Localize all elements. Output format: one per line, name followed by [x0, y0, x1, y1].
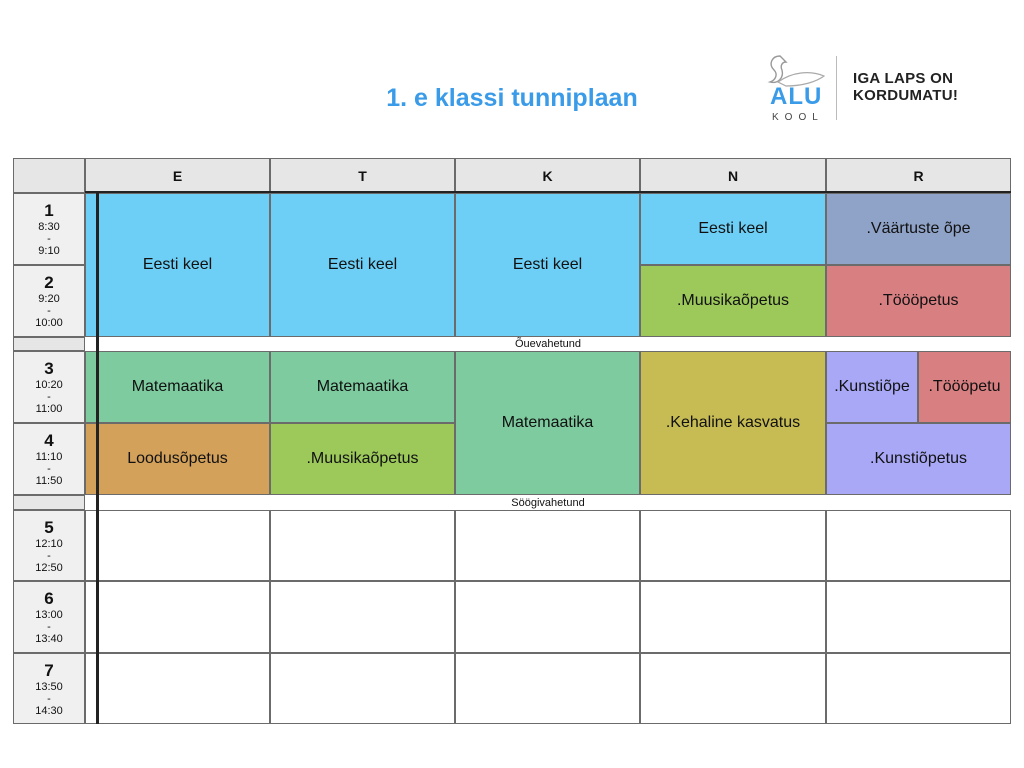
logo-divider [836, 56, 837, 120]
period-sep: - [47, 233, 51, 245]
lesson-r-3b[interactable]: .Töööpetu [918, 351, 1011, 423]
lesson-e-1-2[interactable]: Eesti keel [85, 193, 270, 337]
empty-n-6[interactable] [640, 581, 826, 653]
period-sep: - [47, 549, 51, 562]
lesson-e-3[interactable]: Matemaatika [85, 351, 270, 423]
period-number: 1 [44, 201, 54, 220]
day-header-r: R [826, 158, 1011, 193]
period-end: 14:30 [35, 704, 63, 717]
period-1 [13, 193, 85, 265]
tagline-line-2: KORDUMATU! [853, 87, 959, 104]
header-rule [85, 191, 1011, 193]
empty-t-6[interactable] [270, 581, 455, 653]
lesson-r-3a[interactable]: .Kunstiõpe [826, 351, 918, 423]
empty-k-5[interactable] [455, 510, 640, 581]
lesson-r-4[interactable]: .Kunstiõpetus [826, 423, 1011, 495]
period-number: 2 [44, 273, 54, 292]
period-number: 4 [44, 431, 54, 450]
period-start: 12:10 [35, 537, 63, 550]
empty-n-7[interactable] [640, 653, 826, 724]
period-start: 13:00 [35, 609, 63, 621]
period-4 [13, 423, 85, 495]
lesson-r-2[interactable]: .Töööpetus [826, 265, 1011, 337]
period-end: 13:40 [35, 633, 63, 645]
period-number: 3 [44, 359, 54, 378]
empty-e-5[interactable] [85, 510, 270, 581]
period-6 [13, 581, 85, 653]
period-sep: - [47, 692, 51, 705]
period-end: 10:00 [35, 317, 63, 329]
lesson-n-3-4[interactable]: .Kehaline kasvatus [640, 351, 826, 495]
period-5 [13, 510, 85, 581]
lesson-t-1-2[interactable]: Eesti keel [270, 193, 455, 337]
empty-n-5[interactable] [640, 510, 826, 581]
lesson-e-4[interactable]: Loodusõpetus [85, 423, 270, 495]
empty-t-5[interactable] [270, 510, 455, 581]
lesson-r-1[interactable]: .Väärtuste õpe [826, 193, 1011, 265]
day-header-e: E [85, 158, 270, 193]
break-outdoor: Õuevahetund [85, 337, 1011, 351]
period-sep: - [47, 463, 51, 475]
empty-r-5[interactable] [826, 510, 1011, 581]
lesson-k-3-4[interactable]: Matemaatika [455, 351, 640, 495]
empty-r-7[interactable] [826, 653, 1011, 724]
period-number: 7 [44, 660, 54, 680]
svg-text:KOOL: KOOL [772, 112, 824, 123]
timetable [13, 158, 1011, 724]
corner-cell [13, 158, 85, 193]
period-end: 11:00 [35, 403, 63, 415]
lesson-t-3[interactable]: Matemaatika [270, 351, 455, 423]
period-end: 9:10 [38, 245, 60, 257]
break-lunch: Söögivahetund [85, 495, 1011, 510]
lesson-t-4[interactable]: .Muusikaõpetus [270, 423, 455, 495]
period-start: 10:20 [35, 379, 63, 391]
period-end: 11:50 [35, 475, 63, 487]
lesson-k-1-2[interactable]: Eesti keel [455, 193, 640, 337]
period-7 [13, 653, 85, 724]
lesson-n-1[interactable]: Eesti keel [640, 193, 826, 265]
period-column-rule [96, 192, 99, 724]
period-start: 9:20 [38, 293, 60, 305]
period-2 [13, 265, 85, 337]
lesson-n-2[interactable]: .Muusikaõpetus [640, 265, 826, 337]
break-side-2 [13, 495, 85, 510]
period-number: 6 [44, 589, 54, 608]
empty-e-7[interactable] [85, 653, 270, 724]
alu-kool-logo [758, 52, 848, 124]
period-sep: - [47, 305, 51, 317]
period-start: 11:10 [35, 451, 63, 463]
period-end: 12:50 [35, 561, 63, 574]
svg-text:ALU: ALU [770, 83, 823, 110]
period-sep: - [47, 391, 51, 403]
break-side-1 [13, 337, 85, 351]
empty-k-7[interactable] [455, 653, 640, 724]
day-header-t: T [270, 158, 455, 193]
empty-t-7[interactable] [270, 653, 455, 724]
period-start: 13:50 [35, 680, 63, 693]
empty-r-6[interactable] [826, 581, 1011, 653]
period-number: 5 [44, 517, 54, 537]
day-header-k: K [455, 158, 640, 193]
empty-k-6[interactable] [455, 581, 640, 653]
period-3 [13, 351, 85, 423]
tagline [853, 70, 958, 104]
tagline-line-1: IGA LAPS ON [853, 70, 954, 87]
period-sep: - [47, 621, 51, 633]
empty-e-6[interactable] [85, 581, 270, 653]
period-start: 8:30 [38, 221, 60, 233]
day-header-n: N [640, 158, 826, 193]
page-title: 1. e klassi tunniplaan [386, 84, 638, 112]
